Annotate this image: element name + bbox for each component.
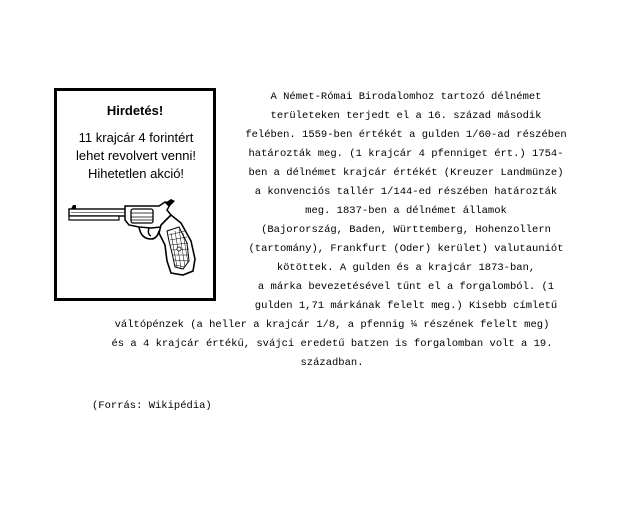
article-line: a márka bevezetésével tűnt el a forgalomból. (1 [257,281,555,293]
article-line: meg. 1837-ben a délnémet államok [305,205,507,217]
article-line: kötöttek. A gulden és a krajcár 1873-ban, [276,262,536,274]
advertisement-box [54,88,216,301]
article-line: a konvenciós tallér 1/144-ed részében határozták [254,186,558,198]
article-line: felében. 1559-ben értékét a gulden 1/60-ad részében [245,129,567,141]
ad-line: lehet revolvert venni! [76,148,196,163]
source-citation: (Forrás: Wikipédia) [92,400,212,412]
revolver-icon [67,197,203,279]
article-line: században. [300,357,364,369]
article-line: ben a délnémet krajcár értékét (Kreuzer Landmünze) [248,167,564,179]
article-line: (tartomány), Frankfurt (Oder) kerület) valutauniót [248,243,564,255]
ad-line: Hihetetlen akció! [87,166,185,181]
article-line: gulden 1,71 márkának felelt meg.) Kisebb címletű [254,300,558,312]
ad-text [63,129,209,183]
article-line: váltópénzek (a heller a krajcár 1/8, a pfennig ¼ részének felelt meg) [114,319,550,331]
article-line: A Német-Római Birodalomhoz tartozó délnémet [270,91,542,103]
ad-title: Hirdetés! [106,103,164,118]
article-line: (Bajorország, Baden, Württemberg, Hohenzollern [261,224,551,236]
article-line: határozták meg. (1 krajcár 4 pfenniget ért.) 1754- [248,148,564,160]
ad-line: 11 krajcár 4 forintért [78,130,194,145]
article-line: területeken terjedt el a 16. század második [270,110,542,122]
article-line: és a 4 krajcár értékű, svájci eredetű batzen is forgalomban volt a 19. [111,338,553,350]
